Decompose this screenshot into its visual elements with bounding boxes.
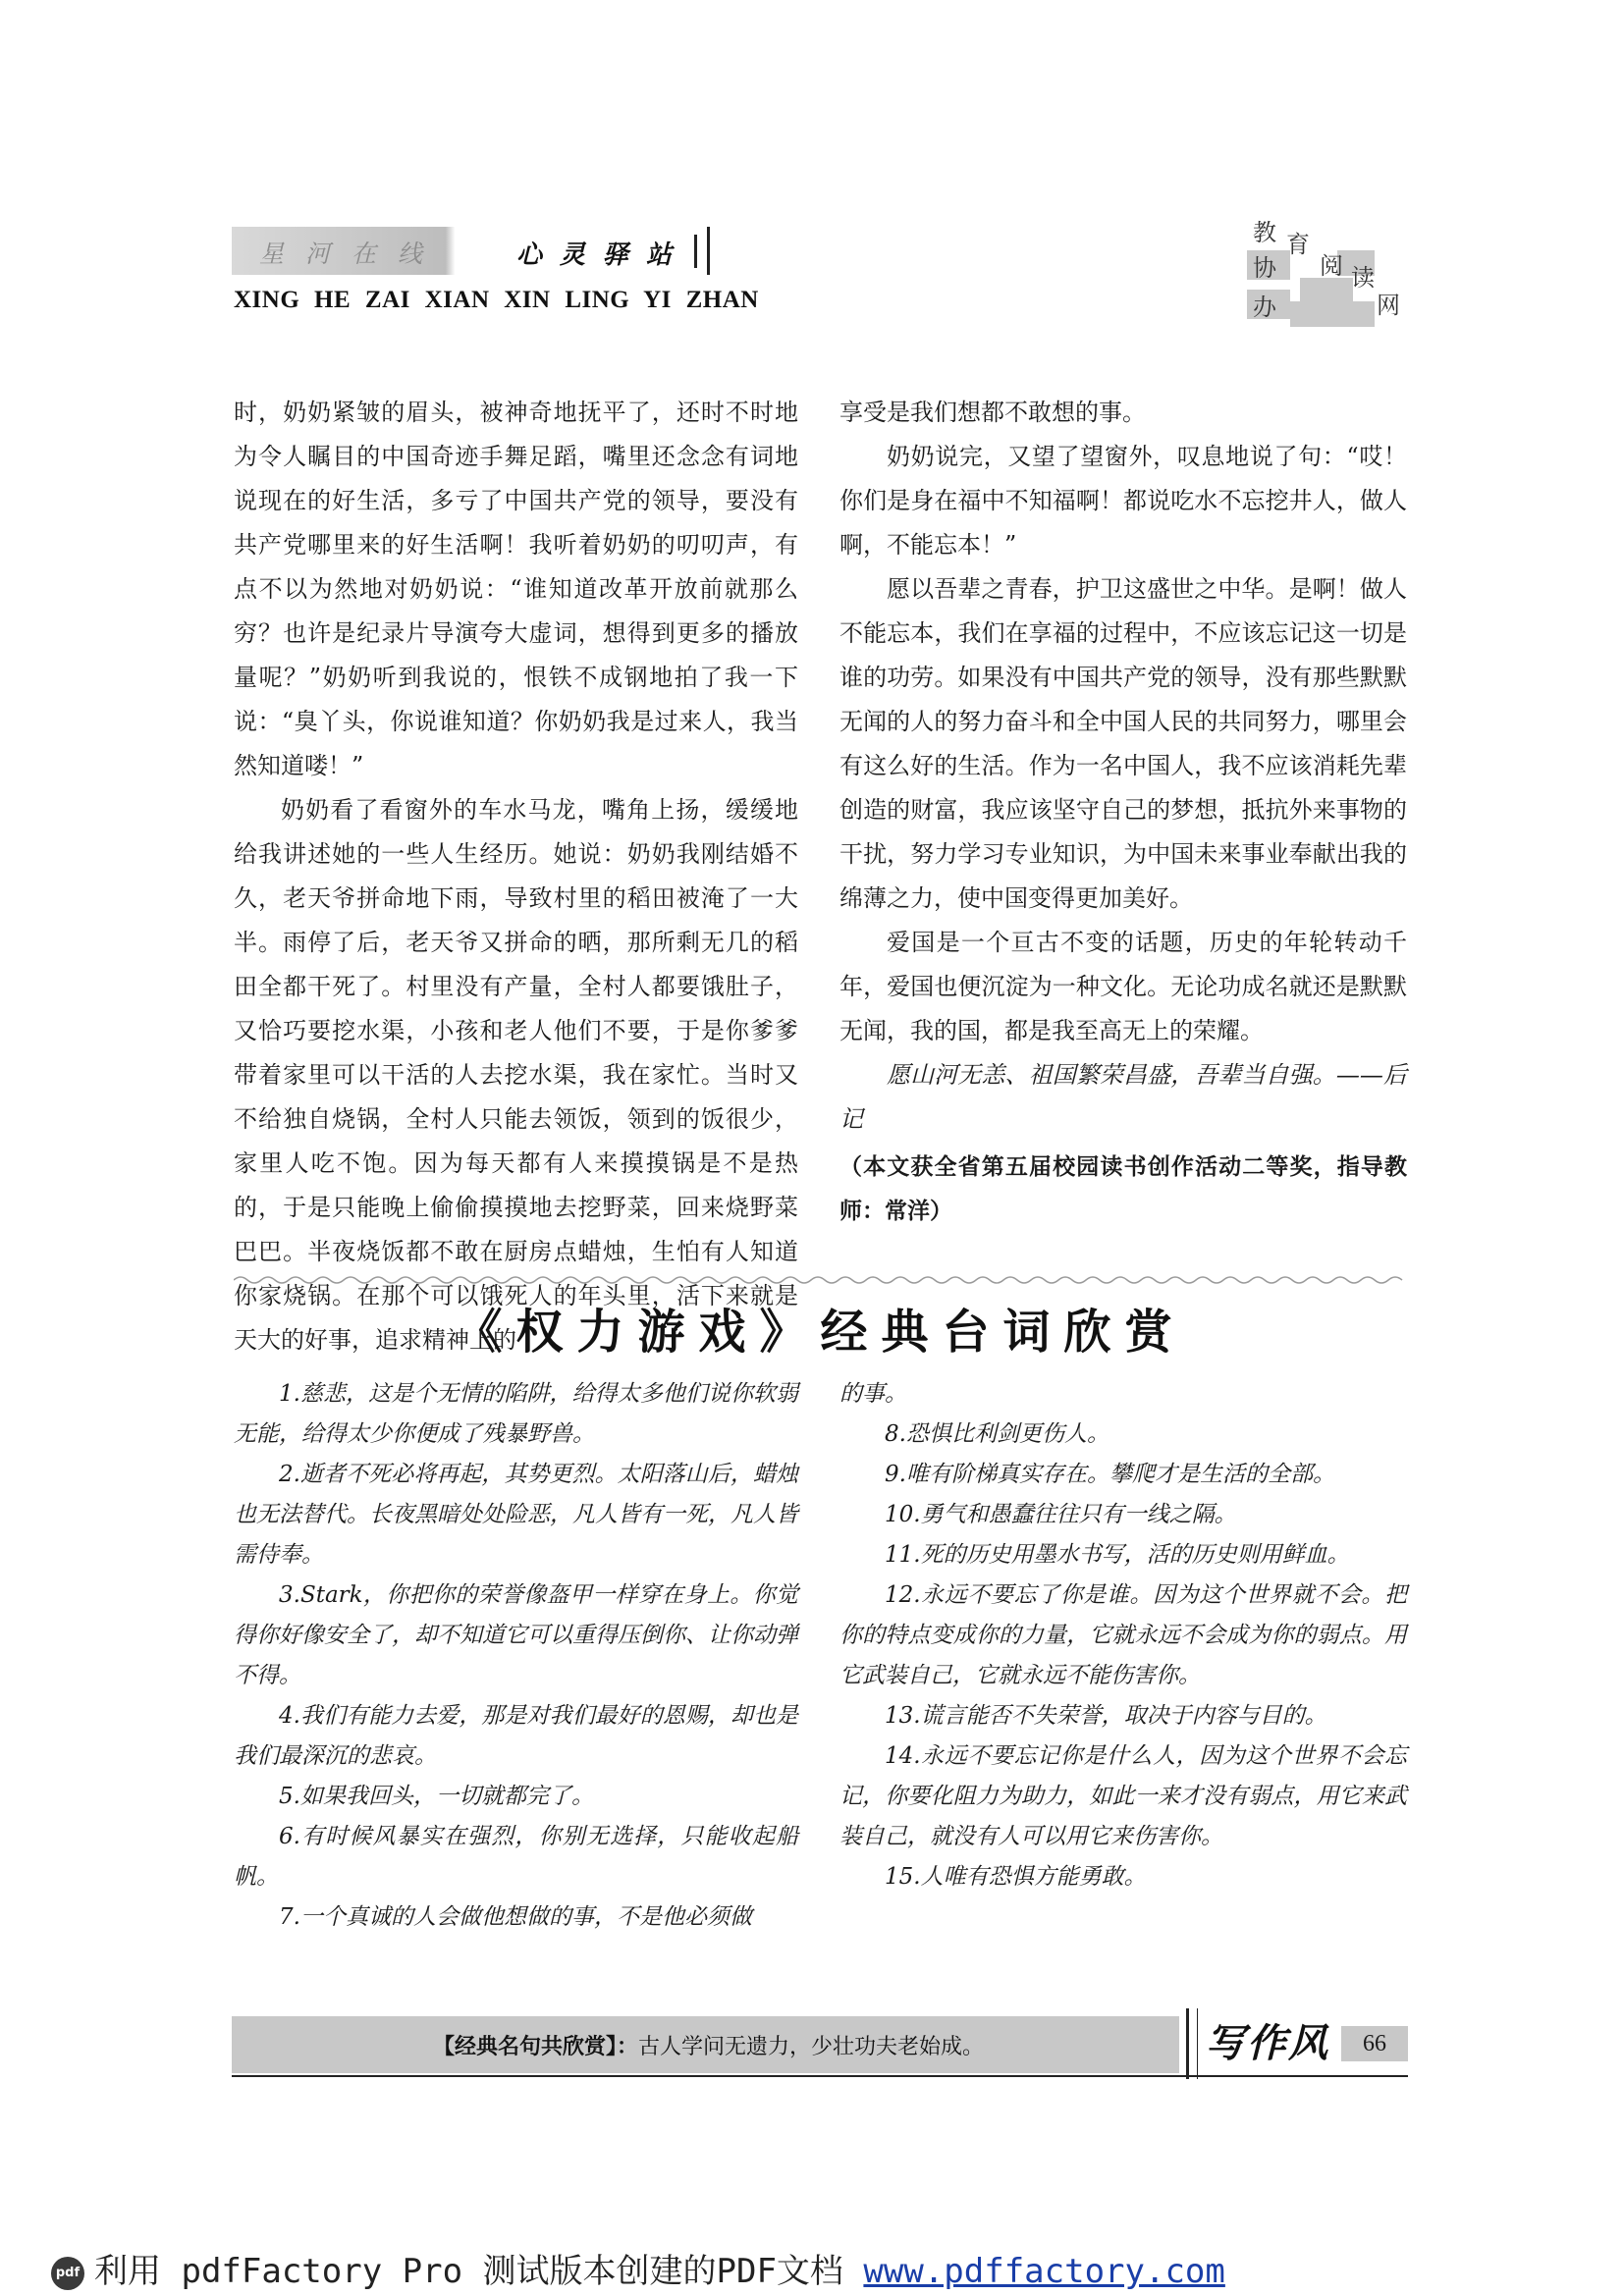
footer-banner <box>232 2016 1179 2073</box>
logo-char: 育 <box>1286 231 1310 258</box>
section-divider <box>234 1274 1407 1286</box>
footer-quote-text: 古人学问无遗力，少壮功夫老始成。 <box>638 2035 985 2059</box>
quote-item: 5.如果我回头，一切就都完了。 <box>279 1784 594 1809</box>
page-number: 66 <box>1341 2026 1408 2061</box>
quote-item: 4.我们有能力去爱，那是对我们最好的恩赐，却也是我们最深沉的悲哀。 <box>234 1703 798 1769</box>
quote-item: 的事。 <box>839 1381 907 1407</box>
quote-item: 2.逝者不死必将再起，其势更烈。太阳落山后，蜡烛也无法替代。长夜黑暗处处险恶，凡人皆有一死，凡人皆需侍奉。 <box>234 1462 798 1568</box>
quotes-column-left <box>234 1374 798 1938</box>
quote-item: 15.人唯有恐惧方能勇敢。 <box>885 1864 1147 1890</box>
essay-column-left <box>234 391 798 1362</box>
footer-quote <box>433 2030 984 2060</box>
header-banner <box>232 227 710 275</box>
quote-item: 12.永远不要忘了你是谁。因为这个世界就不会。把你的特点变成你的力量，它就永远不会成为你的弱点。用它武装自己，它就永远不能伤害你。 <box>839 1582 1407 1688</box>
logo-char: 读 <box>1351 264 1375 292</box>
quote-item: 6.有时候风暴实在强烈，你别无选择，只能收起船帆。 <box>234 1824 798 1890</box>
logo-char: 办 <box>1253 294 1276 321</box>
essay-afterword: 愿山河无恙、祖国繁荣昌盛，吾辈当自强。——后记 <box>839 1061 1407 1133</box>
footer-divider <box>1186 2008 1198 2079</box>
logo-block <box>1290 301 1375 327</box>
header-section-name: 心灵驿站 <box>516 240 690 270</box>
quote-item: 3.Stark，你把你的荣誉像盔甲一样穿在身上。你觉得你好像安全了，却不知道它可以重得压倒你、让你动弹不得。 <box>234 1582 798 1688</box>
header-left-text: 星河在线 <box>259 240 445 268</box>
essay-column-right <box>839 391 1407 1234</box>
publisher-logo <box>1247 211 1409 319</box>
watermark-link[interactable]: www.pdffactory.com <box>863 2252 1225 2291</box>
essay-paragraph: 享受是我们想都不敢想的事。 <box>839 399 1146 426</box>
quote-item: 10.勇气和愚蠢往往只有一线之隔。 <box>885 1502 1237 1527</box>
header-subtitle: XING HE ZAI XIAN XIN LING YI ZHAN <box>234 287 759 313</box>
quote-item: 9.唯有阶梯真实存在。攀爬才是生活的全部。 <box>885 1462 1335 1487</box>
watermark-text: 利用 pdfFactory Pro 测试版本创建的PDF文档 <box>94 2252 864 2291</box>
pdf-watermark <box>51 2244 1225 2292</box>
logo-char: 教 <box>1253 219 1276 246</box>
quote-item: 8.恐惧比利剑更伤人。 <box>885 1421 1109 1447</box>
logo-block <box>1300 278 1353 301</box>
section-title: 《权力游戏》经典台词欣赏 <box>455 1305 1186 1360</box>
quote-item: 11.死的历史用墨水书写，活的历史则用鲜血。 <box>885 1542 1350 1568</box>
magazine-brand: 写作风 <box>1206 2020 1329 2066</box>
essay-paragraph: 愿以吾辈之青春，护卫这盛世之中华。是啊！做人不能忘本，我们在享福的过程中，不应该忘记这一切是谁的功劳。如果没有中国共产党的领导，没有那些默默无闻的人的努力奋斗和全中国人民的共同努力，哪里会有这么好的生活。作为一名中国人，我不应该消耗先辈创造的财富，我应该坚守自己的梦想，抵抗外来事物的干扰，努力学习专业知识，为中国未来事业奉献出我的绵薄之力，使中国变得更加美好。 <box>839 575 1407 912</box>
essay-paragraph: 时，奶奶紧皱的眉头，被神奇地抚平了，还时不时地为令人瞩目的中国奇迹手舞足蹈，嘴里还念念有词地说现在的好生活，多亏了中国共产党的领导，要没有共产党哪里来的好生活啊！我听着奶奶的叨叨声，有点不以为然地对奶奶说：“谁知道改革开放前就那么穷？也许是纪录片导演夸大虚词，想得到更多的播放量呢？”奶奶听到我说的，恨铁不成钢地拍了我一下说：“臭丫头，你说谁知道？你奶奶我是过来人，我当然知道喽！” <box>234 399 798 779</box>
essay-paragraph: 奶奶看了看窗外的车水马龙，嘴角上扬，缓缓地给我讲述她的一些人生经历。她说：奶奶我刚结婚不久，老天爷拼命地下雨，导致村里的稻田被淹了一大半。雨停了后，老天爷又拼命的晒，那所剩无几的稻田全都干死了。村里没有产量，全村人都要饿肚子，又恰巧要挖水渠，小孩和老人他们不要，于是你爹爹带着家里可以干活的人去挖水渠，我在家忙。当时又不给独自烧锅，全村人只能去领饭，领到的饭很少，家里人吃不饱。因为每天都有人来摸摸锅是不是热的，于是只能晚上偷偷摸摸地去挖野菜，回来烧野菜巴巴。半夜烧饭都不敢在厨房点蜡烛，生怕有人知道你家烧锅。在那个可以饿死人的年头里，活下来就是天大的好事，追求精神上的 <box>234 796 798 1354</box>
logo-char: 协 <box>1253 254 1276 282</box>
essay-paragraph: 爱国是一个亘古不变的话题，历史的年轮转动千年，爱国也便沉淀为一种文化。无论功成名就还是默默无闻，我的国，都是我至高无上的荣耀。 <box>839 929 1407 1044</box>
logo-char: 阅 <box>1320 252 1343 280</box>
logo-char: 网 <box>1377 292 1400 319</box>
header-divider <box>694 235 697 268</box>
footer-rule <box>232 2075 1408 2077</box>
quote-item: 13.谎言能否不失荣誉，取决于内容与目的。 <box>885 1703 1327 1729</box>
quotes-column-right <box>839 1374 1407 1897</box>
pdf-icon: pdf <box>51 2257 84 2290</box>
quote-item: 1.慈悲，这是个无情的陷阱，给得太多他们说你软弱无能，给得太少你便成了残暴野兽。 <box>234 1381 798 1447</box>
quote-item: 14.永远不要忘记你是什么人，因为这个世界不会忘记，你要化阻力为助力，如此一来才没有弱点，用它来武装自己，就没有人可以用它来伤害你。 <box>839 1743 1407 1849</box>
essay-paragraph: 奶奶说完，又望了望窗外，叹息地说了句：“哎！你们是身在福中不知福啊！都说吃水不忘挖井人，做人啊，不能忘本！” <box>839 443 1407 559</box>
award-note: （本文获全省第五届校园读书创作活动二等奖，指导教师：常洋） <box>839 1154 1407 1224</box>
quote-item: 7.一个真诚的人会做他想做的事，不是他必须做 <box>279 1904 752 1930</box>
footer-label: 【经典名句共欣赏】： <box>433 2035 639 2059</box>
